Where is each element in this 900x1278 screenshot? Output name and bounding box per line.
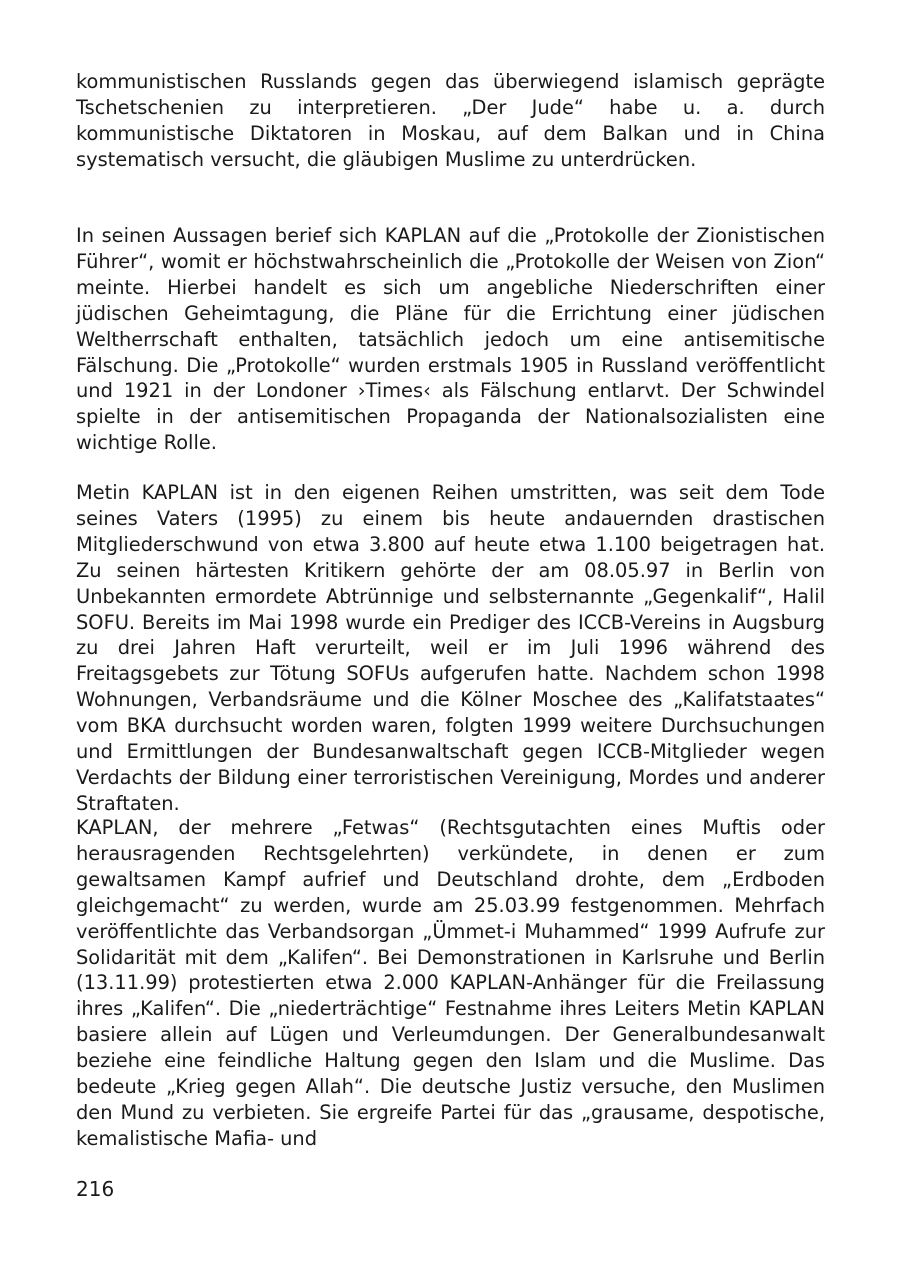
paragraph-2: In seinen Aussagen berief sich KAPLAN auf die „Protokolle der Zionistischen Führer“, womit er höchstwahrscheinlich die „Protokolle der Weisen von Zion“ meinte. Hierbei handelt es sich um angebliche Niederschriften einer jüdischen Geheimtagung, die Pläne für die Errichtung einer jüdischen Weltherrschaft enthalten, tatsächlich jedoch um eine antisemitische Fälschung. Die „Protokolle“ wurden erstmals 1905 in Russland veröffentlicht und 1921 in der Londoner ›Times‹ als Fälschung entlarvt. Der Schwindel spielte in der antisemitischen Propaganda der Nationalsozialisten eine wichtige Rolle. xyxy=(76,224,825,455)
paragraph-4: KAPLAN, der mehrere „Fetwas“ (Rechtsgutachten eines Muftis oder herausragenden Rechtsgelehrten) verkündete, in denen er zum gewaltsamen Kampf aufrief und Deutschland drohte, dem „Erdboden gleichgemacht“ zu werden, wurde am 25.03.99 festgenommen. Mehrfach veröffentlichte das Verbandsorgan „Ümmet-i Muhammed“ 1999 Aufrufe zur Solidarität mit dem „Kalifen“. Bei Demonstrationen in Karlsruhe und Berlin (13.11.99) protestierten etwa 2.000 KAPLAN-Anhänger für die Freilassung ihres „Kalifen“. Die „niederträchtige“ Festnahme ihres Leiters Metin KAPLAN basiere allein auf Lügen und Verleumdungen. Der Generalbundesanwalt beziehe eine feindliche Haltung gegen den Islam und die Muslime. Das bedeute „Krieg gegen Allah“. Die deutsche Justiz versuche, den Muslimen den Mund zu verbieten. Sie ergreife Partei für das „grausame, despotische, kemalistische Mafia- und xyxy=(76,816,825,1150)
page-number: 216 xyxy=(76,1177,115,1201)
paragraph-3: Metin KAPLAN ist in den eigenen Reihen umstritten, was seit dem Tode seines Vaters (1995) zu einem bis heute andauernden drastischen Mitgliederschwund von etwa 3.800 auf heute etwa 1.100 beigetragen hat. Zu seinen härtesten Kritikern gehörte der am 08.05.97 in Berlin von Unbekannten ermordete Abtrünnige und selbsternannte „Gegenkalif“, Halil SOFU. Bereits im Mai 1998 wurde ein Prediger des ICCB-Vereins in Augsburg zu drei Jahren Haft verurteilt, weil er im Juli 1996 während des Freitagsgebets zur Tötung SOFUs aufgerufen hatte. Nachdem schon 1998 Wohnungen, Verbandsräume und die Kölner Moschee des „Kalifatstaates“ vom BKA durchsucht worden waren, folgten 1999 weitere Durchsuchungen und Ermittlungen der Bundesanwaltschaft gegen ICCB-Mitglieder wegen Verdachts der Bildung einer terroristischen Vereinigung, Mordes und anderer Straftaten. xyxy=(76,481,825,815)
paragraph-1: kommunistischen Russlands gegen das überwiegend islamisch geprägte Tschetschenien zu interpretieren. „Der Jude“ habe u. a. durch kommunistische Diktatoren in Moskau, auf dem Balkan und in China systematisch versucht, die gläubigen Muslime zu unterdrücken. xyxy=(76,70,825,171)
